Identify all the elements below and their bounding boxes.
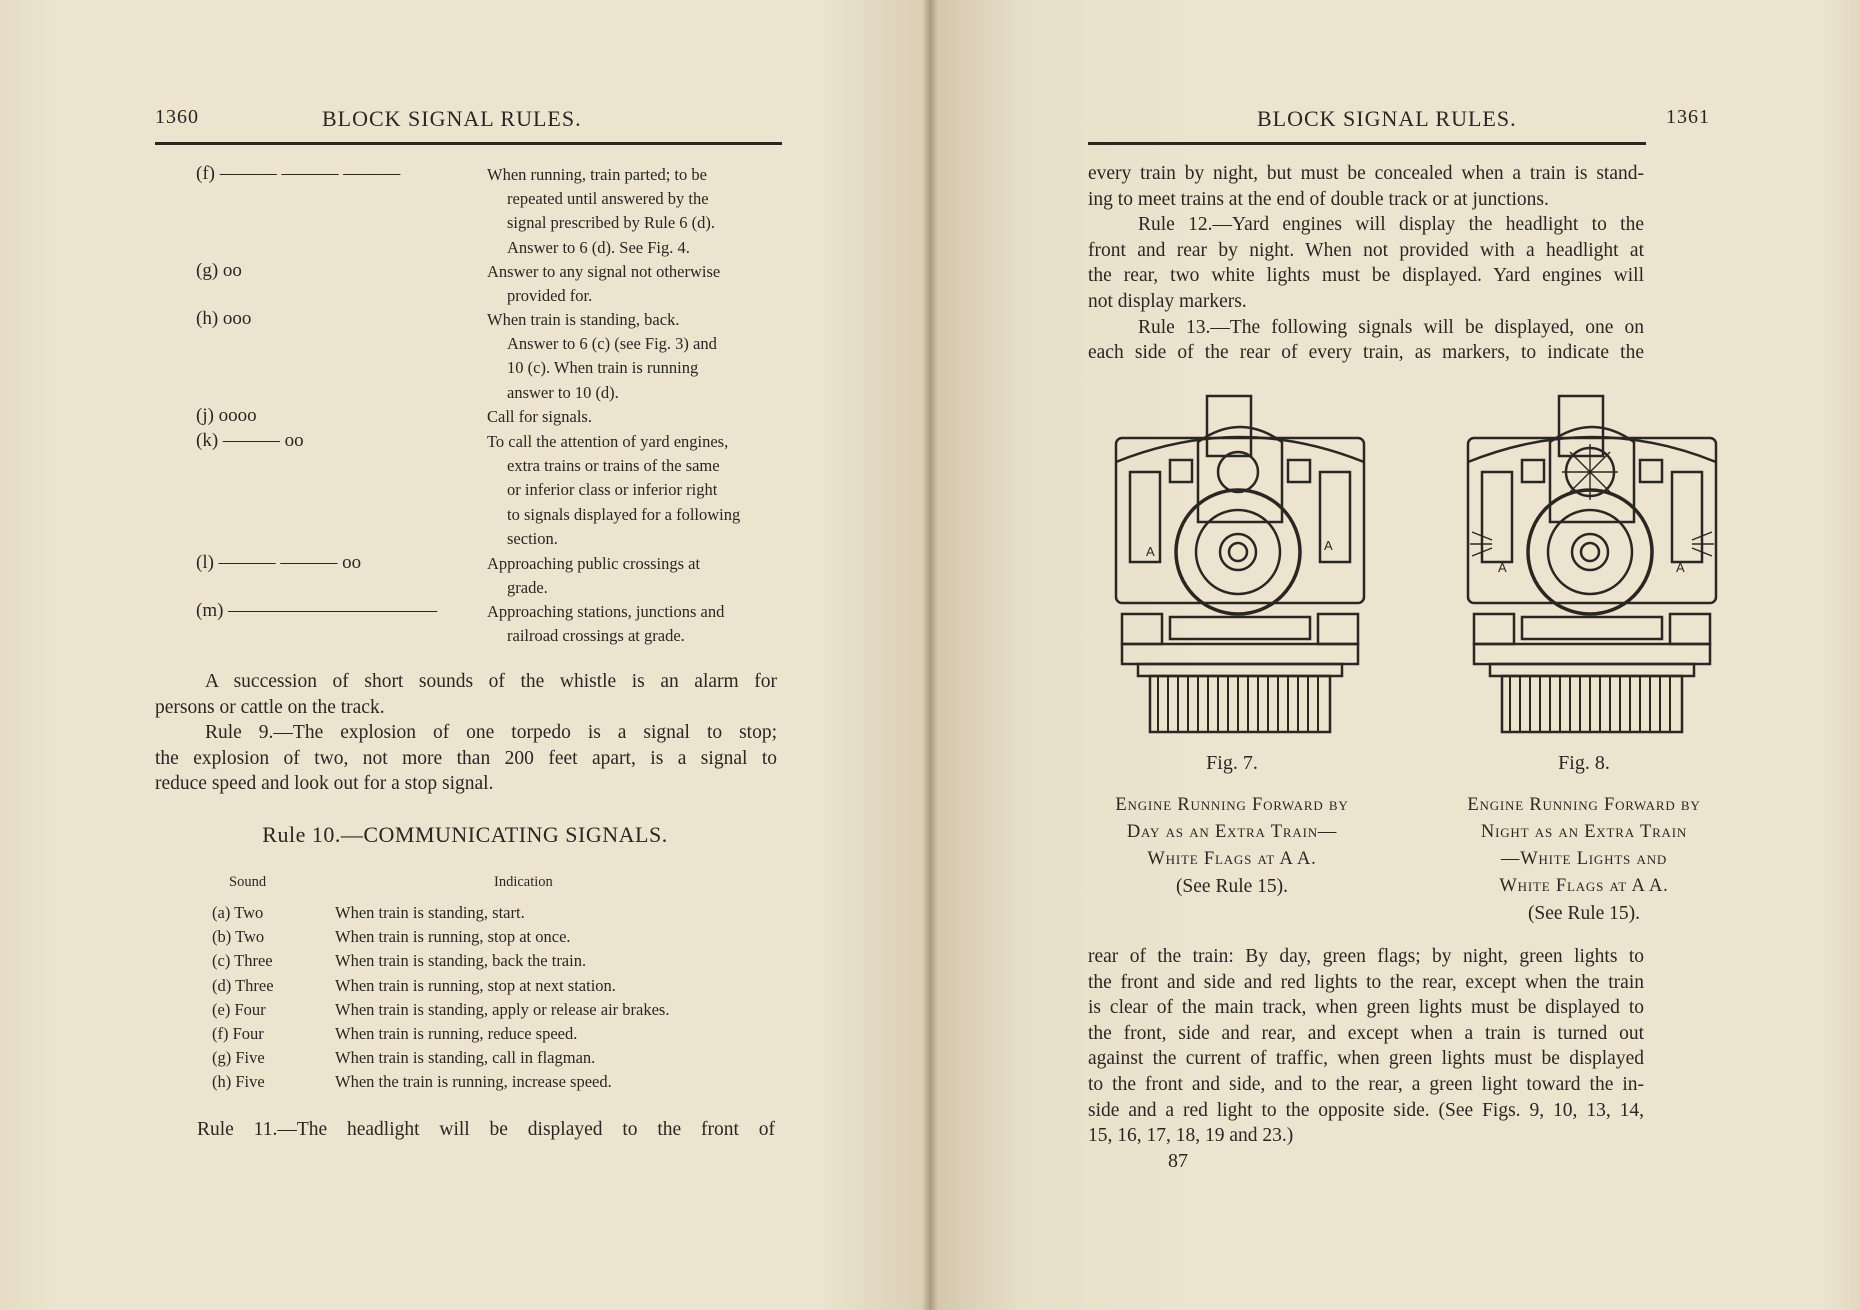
signal-indication: When train is standing, back the train.	[335, 951, 587, 971]
engine-day-illustration	[1110, 392, 1370, 742]
text-line: is clear of the main track, when green lights must be displayed to	[1088, 997, 1644, 1019]
right-running-head: BLOCK SIGNAL RULES.	[1257, 106, 1517, 131]
rules-12-13-paragraph	[1088, 161, 1644, 366]
signal-code: (l) ——— ——— oo	[196, 552, 362, 573]
marker-a-left: A	[1498, 560, 1507, 575]
signal-description	[487, 600, 781, 648]
col-head-sound: Sound	[229, 874, 267, 890]
signal-description-line: Approaching public crossings at	[487, 554, 701, 573]
signal-sound: (d) Three	[212, 975, 274, 995]
signal-description-line: or inferior class or inferior right	[507, 480, 718, 500]
left-running-head: BLOCK SIGNAL RULES.	[322, 106, 582, 131]
signal-description-line: grade.	[507, 578, 548, 598]
signal-code: (f) ——— ——— ———	[196, 163, 401, 184]
signal-indication: When train is standing, call in flagman.	[335, 1048, 596, 1068]
text-line: side and a red light to the opposite side. (See Figs. 9, 10, 13, 14,	[1088, 1099, 1644, 1121]
marker-a-right: A	[1324, 538, 1333, 553]
caption-line: White Flags at A A.	[1147, 849, 1317, 869]
text-line: Rule 12.—Yard engines will display the headlight to the	[1138, 214, 1644, 236]
text-line: persons or cattle on the track.	[155, 696, 385, 718]
signal-code: (m) ———————————	[196, 600, 438, 621]
right-page-number: 1361	[1666, 106, 1710, 128]
text-line: against the current of traffic, when green lights must be displayed	[1088, 1048, 1644, 1070]
caption-line: Day as an Extra Train—	[1126, 822, 1338, 842]
signal-description-line: section.	[507, 528, 558, 548]
signal-description-line: provided for.	[507, 286, 593, 306]
signal-code: (k) ——— oo	[196, 430, 304, 451]
text-line: 15, 16, 17, 18, 19 and 23.)	[1088, 1125, 1294, 1147]
signal-description-line: To call the attention of yard engines,	[487, 432, 729, 451]
signal-code: (h) ooo	[196, 308, 252, 329]
text-line: ing to meet trains at the end of double track or at junctions.	[1088, 188, 1549, 210]
signal-description-line: to signals displayed for a following	[507, 504, 741, 524]
caption-line: —White Lights and	[1500, 849, 1668, 869]
header-rule	[1088, 142, 1646, 145]
signal-sound: (h) Five	[212, 1072, 265, 1092]
text-line: front and rear by night. When not provided with a headlight at	[1088, 239, 1644, 261]
signal-description	[487, 163, 781, 260]
text-line: reduce speed and look out for a stop signal.	[155, 773, 494, 795]
text-line: Rule 9.—The explosion of one torpedo is a signal to stop;	[205, 722, 777, 744]
signal-indication: When train is running, reduce speed.	[335, 1024, 578, 1043]
signal-sound: (c) Three	[212, 951, 273, 971]
signal-description-line: extra trains or trains of the same	[507, 456, 720, 476]
signal-sound: (b) Two	[212, 927, 265, 947]
left-page-number: 1360	[155, 106, 199, 128]
folio-number: 87	[1168, 1150, 1188, 1172]
text-line: the rear, two white lights must be displayed. Yard engines will	[1088, 265, 1644, 287]
signal-description-line: Answer to 6 (d). See Fig. 4.	[507, 237, 690, 257]
marker-a-right: A	[1676, 560, 1685, 575]
signal-description	[487, 308, 781, 405]
text-line: rear of the train: By day, green flags; by night, green lights to	[1088, 946, 1644, 967]
caption-line: Engine Running Forward by	[1467, 795, 1701, 815]
signal-description-line: signal prescribed by Rule 6 (d).	[507, 213, 716, 233]
caption-line: White Flags at A A.	[1499, 876, 1669, 896]
signal-description-line: railroad crossings at grade.	[507, 626, 685, 646]
signal-description-line: answer to 10 (d).	[507, 382, 619, 402]
text-line: every train by night, but must be concealed when a train is stand-	[1088, 163, 1644, 184]
fig-7-label: Fig. 7.	[1206, 752, 1258, 774]
signal-code: (g) oo	[196, 260, 242, 281]
caption-see-rule: (See Rule 15).	[1175, 876, 1289, 897]
signal-description-line: Answer to any signal not otherwise	[487, 262, 721, 281]
rule-11-paragraph	[197, 1117, 775, 1143]
text-line: not display markers.	[1088, 290, 1247, 312]
fig-7-caption	[1072, 792, 1392, 900]
signal-description-line: 10 (c). When train is running	[507, 358, 699, 378]
fig-8-label: Fig. 8.	[1558, 752, 1610, 774]
signal-code: (j) oooo	[196, 405, 257, 426]
book-gutter	[922, 0, 938, 1310]
text-line: A succession of short sounds of the whistle is an alarm for	[205, 671, 777, 692]
text-line: the explosion of two, not more than 200 feet apart, is a signal to	[155, 747, 777, 769]
signal-description	[487, 430, 781, 551]
text-line: each side of the rear of every train, as markers, to indicate the	[1088, 342, 1644, 364]
text-line: Rule 13.—The following signals will be displayed, one on	[1138, 316, 1644, 338]
whistle-alarm-paragraph	[155, 669, 777, 797]
signal-indication: When train is running, stop at next station.	[335, 975, 616, 995]
text-line: the front, side and rear, and except when a train is turned out	[1088, 1022, 1644, 1044]
signal-description-line: repeated until answered by the	[507, 189, 709, 209]
signal-indication: When train is standing, start.	[335, 903, 525, 922]
signal-description	[487, 552, 781, 600]
signal-description	[487, 260, 781, 308]
signal-description-line: Approaching stations, junctions and	[487, 602, 725, 621]
signal-description-line: Answer to 6 (c) (see Fig. 3) and	[507, 334, 717, 354]
marker-a-left: A	[1146, 544, 1155, 559]
caption-line: Night as an Extra Train	[1480, 822, 1688, 842]
signal-sound: (a) Two	[212, 903, 264, 922]
section-heading: Rule 10.—COMMUNICATING SIGNALS.	[262, 822, 668, 847]
signal-sound: (g) Five	[212, 1048, 265, 1068]
col-head-indication: Indication	[494, 874, 553, 890]
signal-indication: When train is running, stop at once.	[335, 927, 571, 947]
signal-description-line: Call for signals.	[487, 407, 592, 426]
caption-line: Engine Running Forward by	[1115, 795, 1349, 815]
text-line: the front and side and red lights to the rear, except when the train	[1088, 971, 1644, 993]
signal-description-line: When running, train parted; to be	[487, 165, 707, 184]
signal-indication: When the train is running, increase speed.	[335, 1072, 612, 1092]
header-rule	[155, 142, 782, 145]
rule-11-line: Rule 11.—The headlight will be displayed to the front of	[197, 1119, 775, 1140]
signal-sound: (f) Four	[212, 1024, 264, 1043]
caption-see-rule: (See Rule 15).	[1527, 903, 1641, 924]
signal-sound: (e) Four	[212, 999, 266, 1019]
signal-indication: When train is standing, apply or release air brakes.	[335, 999, 670, 1019]
text-line: to the front and side, and to the rear, a green light toward the in-	[1088, 1073, 1644, 1095]
engine-night-illustration	[1462, 392, 1722, 742]
signal-description	[487, 405, 781, 429]
right-page	[930, 0, 1860, 1310]
rule-13-continued-paragraph	[1088, 944, 1644, 1149]
signal-description-line: When train is standing, back.	[487, 310, 680, 329]
fig-8-caption	[1424, 792, 1744, 927]
